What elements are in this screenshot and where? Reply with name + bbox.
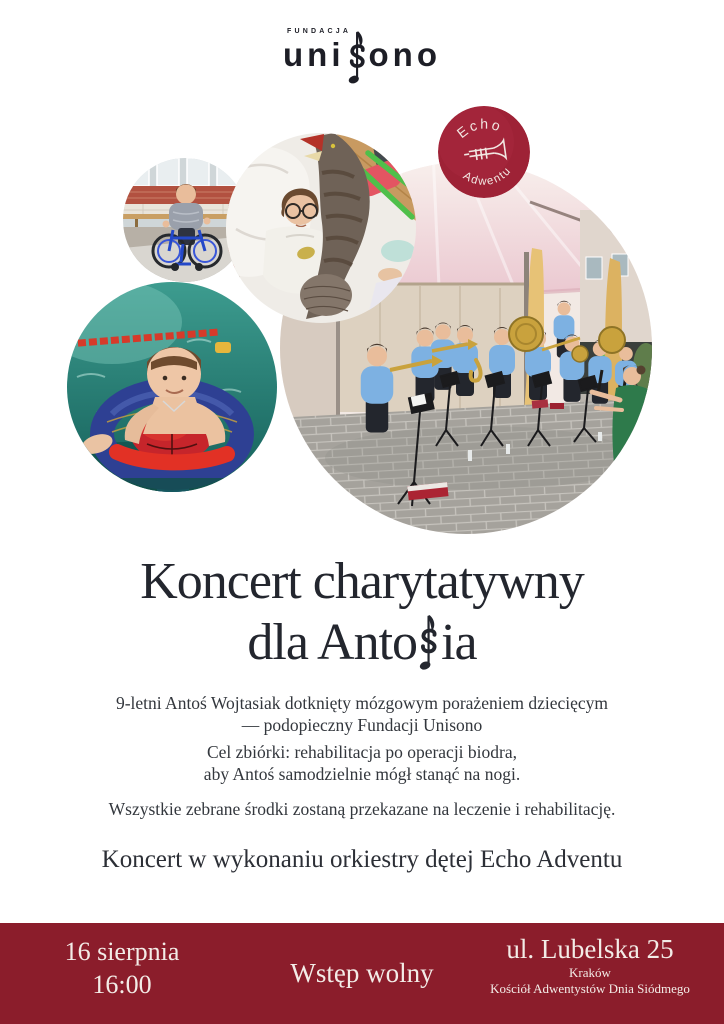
- event-date-day: 16 sierpnia: [64, 937, 180, 966]
- title-line2-pre: dla Anto: [247, 614, 418, 671]
- event-date: [22, 935, 222, 1001]
- admission-note: Wstęp wolny: [290, 958, 434, 988]
- event-address: [458, 933, 722, 997]
- event-time: 16:00: [92, 970, 152, 999]
- echo-adwentu-badge: [438, 106, 530, 198]
- paragraph-goal: [0, 742, 724, 785]
- title-line1: Koncert charytatywny: [140, 553, 584, 610]
- echo-adwentu-badge-graphic: [438, 106, 530, 198]
- photo-boy-swimming: [67, 282, 277, 492]
- address-city: Kraków: [569, 965, 611, 980]
- treble-note-icon: [347, 28, 368, 88]
- about-line2: — podopieczny Fundacji Unisono: [241, 714, 483, 735]
- unisono-logo: [0, 22, 724, 71]
- logo-text-pre: uni: [283, 36, 345, 73]
- paragraph-funds: Wszystkie zebrane środki zostaną przekazane na leczenie i rehabilitację.: [108, 799, 616, 819]
- title-line2-post: ia: [441, 614, 477, 671]
- address-street: ul. Lubelska 25: [506, 934, 674, 964]
- photo-boy-dinosaur: [226, 133, 416, 323]
- footer-bar: [0, 923, 724, 1024]
- badge-arc-top-text: Echo: [453, 115, 505, 142]
- logo-eyebrow: FUNDACJA: [287, 28, 352, 35]
- title-line2: [0, 612, 724, 674]
- boy-dinosaur-illustration: [226, 133, 416, 323]
- goal-line1: Cel zbiórki: rehabilitacja po operacji biodra,: [206, 742, 518, 762]
- paragraph-about: [0, 693, 724, 736]
- treble-note-icon: [418, 612, 440, 674]
- page-title: [0, 552, 724, 674]
- logo-text-post: ono: [368, 36, 441, 73]
- paragraph-performer: Koncert w wykonaniu orkiestry dętej Echo Adventu: [101, 846, 623, 873]
- badge-arc-bottom-text: Adwentu: [460, 164, 515, 188]
- address-venue: Kościół Adwentystów Dnia Siódmego: [490, 981, 690, 996]
- boy-swimming-illustration: [67, 282, 277, 492]
- about-line1: 9-letni Antoś Wojtasiak dotknięty mózgowym porażeniem dziecięcym: [115, 693, 609, 713]
- goal-line2: aby Antoś samodzielnie mógł stanąć na nogi.: [203, 763, 521, 784]
